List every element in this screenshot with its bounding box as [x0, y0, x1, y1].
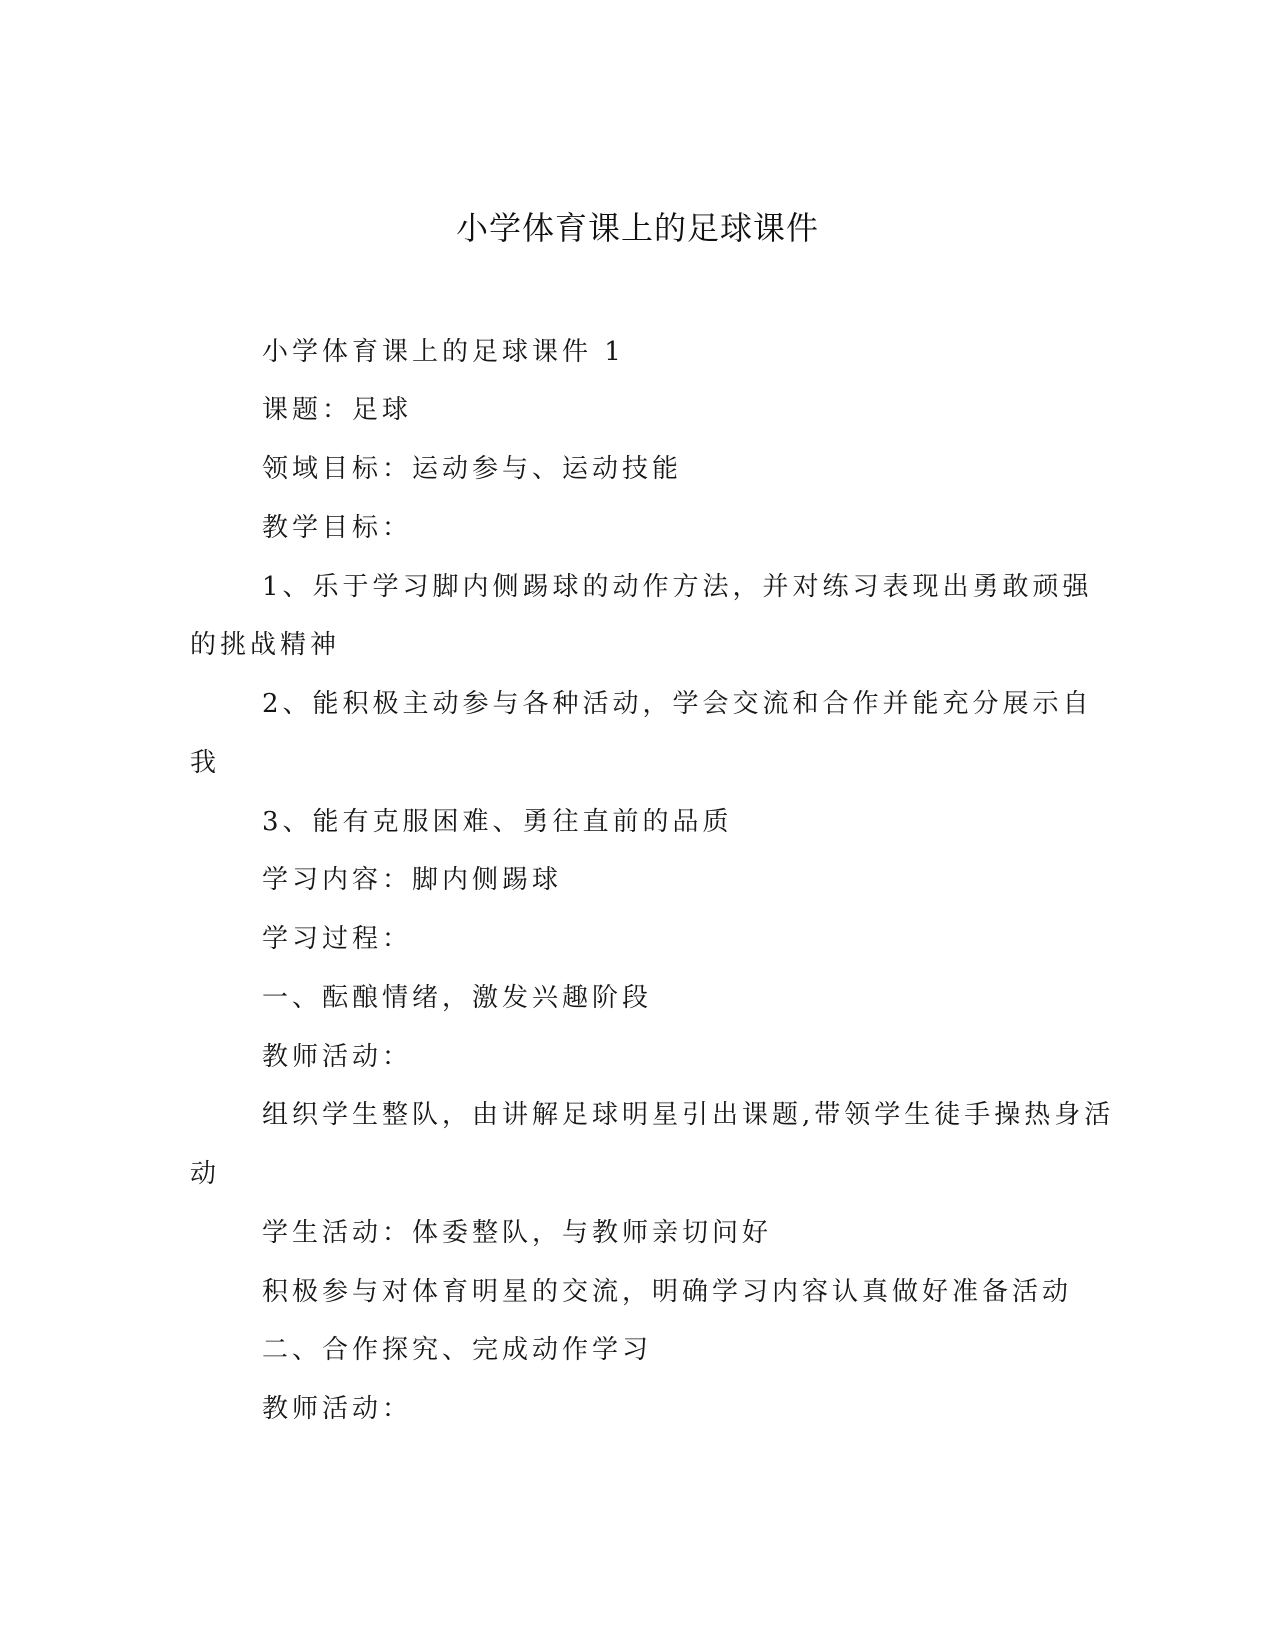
learning-content: 学习内容：脚内侧踢球 — [262, 865, 563, 895]
teacher-activity-label-2: 教师活动： — [262, 1394, 413, 1424]
goal-1-line: 1、乐于学习脚内侧踢球的动作方法，并对练习表现出勇敢顽强 — [262, 572, 1093, 602]
topic-line: 课题：足球 — [262, 395, 413, 425]
goal-2-line: 2、能积极主动参与各种活动，学会交流和合作并能充分展示自 — [262, 689, 1093, 719]
goal-1-continued: 的挑战精神 — [190, 630, 341, 660]
section-heading: 小学体育课上的足球课件 1 — [262, 337, 625, 367]
goal-2-continued: 我 — [190, 748, 221, 778]
stage-1-heading: 一、酝酿情绪，激发兴趣阶段 — [262, 983, 653, 1013]
teacher-activity-continued: 动 — [190, 1159, 221, 1189]
student-activity-text: 积极参与对体育明星的交流，明确学习内容认真做好准备活动 — [262, 1277, 1073, 1307]
teacher-activity-text: 组织学生整队，由讲解足球明星引出课题,带领学生徒手操热身活 — [262, 1100, 1115, 1130]
goal-3-line: 3、能有克服困难、勇往直前的品质 — [262, 807, 733, 837]
document-title: 小学体育课上的足球课件 — [455, 209, 819, 247]
domain-goal-line: 领域目标：运动参与、运动技能 — [262, 454, 683, 484]
stage-2-heading: 二、合作探究、完成动作学习 — [262, 1335, 653, 1365]
teacher-activity-label: 教师活动： — [262, 1042, 413, 1072]
learning-process-label: 学习过程： — [262, 924, 413, 954]
student-activity-line: 学生活动：体委整队，与教师亲切问好 — [262, 1218, 773, 1248]
teaching-goal-label: 教学目标： — [262, 513, 413, 543]
